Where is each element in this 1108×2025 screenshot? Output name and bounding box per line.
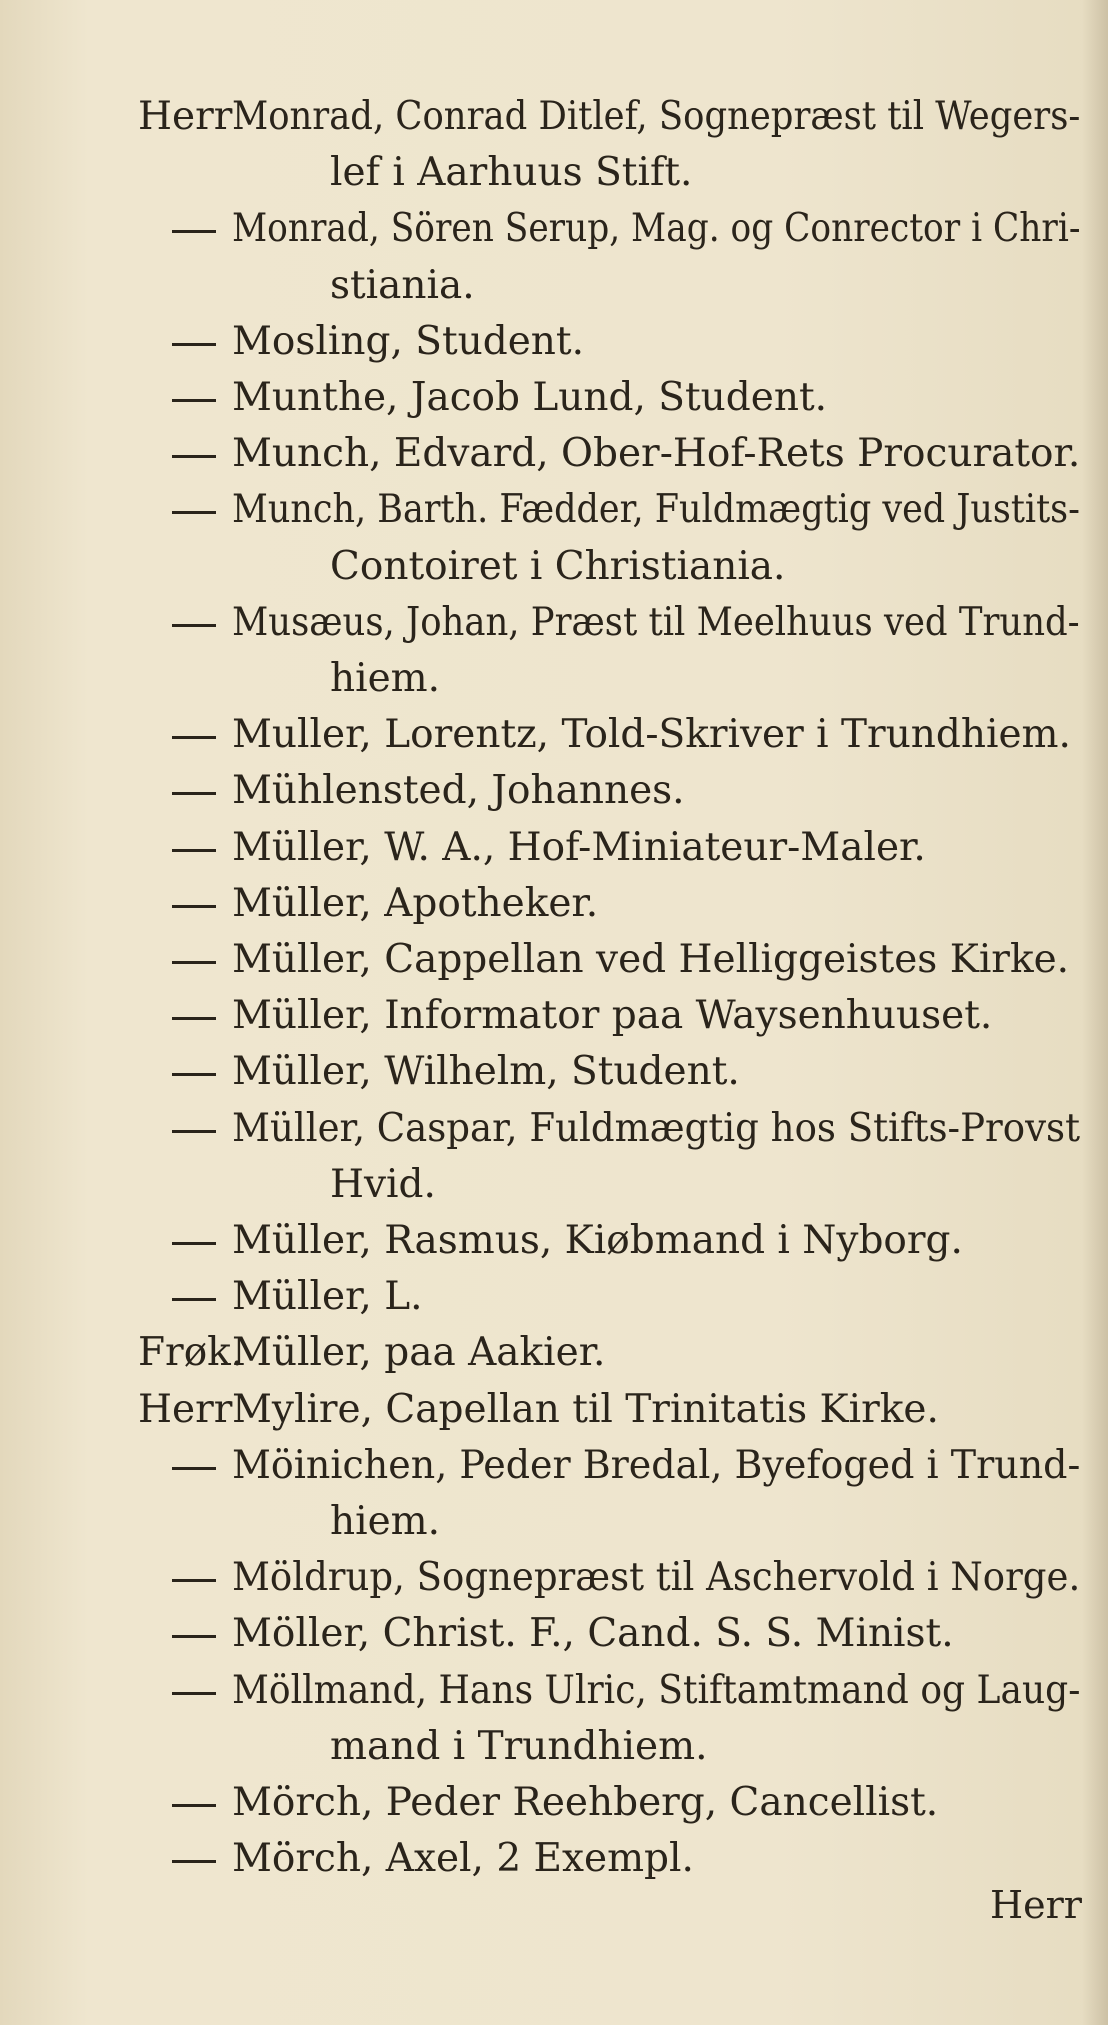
page-edge-shadow	[1082, 0, 1108, 2025]
entry-continuation: hiem.	[330, 656, 441, 701]
ditto-dash	[172, 399, 216, 402]
entry-text: Müller, Apotheker.	[232, 881, 599, 926]
ditto-dash	[172, 1579, 216, 1582]
ditto-dash	[172, 905, 216, 908]
ditto-dash	[172, 792, 216, 795]
ditto-dash	[172, 1804, 216, 1807]
ditto-dash	[172, 961, 216, 964]
entry-text: Möinichen, Peder Bredal, Byefoged i Trund-	[232, 1443, 1081, 1488]
ditto-dash	[172, 230, 216, 233]
honorific-prefix: Herr	[138, 1387, 233, 1432]
entry-text: Mörch, Peder Reehberg, Cancellist.	[232, 1780, 939, 1825]
entry-text: Monrad, Sören Serup, Mag. og Conrector i Chri-	[232, 206, 1081, 251]
ditto-dash	[172, 1242, 216, 1245]
entry-continuation: Hvid.	[330, 1162, 436, 1207]
entry-text: Möllmand, Hans Ulric, Stiftamtmand og Laug-	[232, 1668, 1081, 1713]
catchword: Herr	[990, 1883, 1082, 1927]
entry-text: Müller, Caspar, Fuldmægtig hos Stifts-Provst	[232, 1106, 1080, 1151]
entry-text: Müller, W. A., Hof-Miniateur-Maler.	[232, 825, 926, 870]
ditto-dash	[172, 736, 216, 739]
entry-text: Mühlensted, Johannes.	[232, 768, 685, 813]
ditto-dash	[172, 624, 216, 627]
entry-continuation: stiania.	[330, 263, 475, 308]
ditto-dash	[172, 455, 216, 458]
entry-text: Müller, Informator paa Waysenhuuset.	[232, 993, 993, 1038]
ditto-dash	[172, 343, 216, 346]
ditto-dash	[172, 1298, 216, 1301]
entry-text: Müller, paa Aakier.	[232, 1330, 606, 1375]
ditto-dash	[172, 1635, 216, 1638]
ditto-dash	[172, 1130, 216, 1133]
entry-text: Müller, Wilhelm, Student.	[232, 1049, 740, 1094]
honorific-prefix: Frøk.	[138, 1330, 244, 1375]
ditto-dash	[172, 849, 216, 852]
entry-text: Munthe, Jacob Lund, Student.	[232, 375, 828, 420]
entry-text: Muller, Lorentz, Told-Skriver i Trundhiem.	[232, 712, 1071, 757]
entry-text: Mylire, Capellan til Trinitatis Kirke.	[232, 1387, 939, 1432]
entry-text: Munch, Barth. Fædder, Fuldmægtig ved Justits-	[232, 487, 1080, 532]
entry-continuation: hiem.	[330, 1499, 441, 1544]
entry-text: Müller, L.	[232, 1274, 423, 1319]
ditto-dash	[172, 1860, 216, 1863]
entry-continuation: Contoiret i Christiania.	[330, 544, 786, 589]
entry-text: Mosling, Student.	[232, 319, 584, 364]
entry-text: Monrad, Conrad Ditlef, Sognepræst til Wegers-	[232, 94, 1081, 139]
entry-text: Mörch, Axel, 2 Exempl.	[232, 1836, 694, 1881]
entry-text: Müller, Cappellan ved Helliggeistes Kirke.	[232, 937, 1070, 982]
entry-text: Musæus, Johan, Præst til Meelhuus ved Trund-	[232, 600, 1080, 645]
ditto-dash	[172, 1017, 216, 1020]
ditto-dash	[172, 1073, 216, 1076]
entry-text: Müller, Rasmus, Kiøbmand i Nyborg.	[232, 1218, 963, 1263]
entry-continuation: lef i Aarhuus Stift.	[330, 150, 693, 195]
ditto-dash	[172, 1692, 216, 1695]
entry-text: Möldrup, Sognepræst til Aschervold i Norge.	[232, 1555, 1081, 1600]
ditto-dash	[172, 511, 216, 514]
honorific-prefix: Herr	[138, 94, 233, 139]
entry-text: Möller, Christ. F., Cand. S. S. Minist.	[232, 1611, 954, 1656]
entry-text: Munch, Edvard, Ober-Hof-Rets Procurator.	[232, 431, 1081, 476]
entry-continuation: mand i Trundhiem.	[330, 1724, 708, 1769]
ditto-dash	[172, 1467, 216, 1470]
